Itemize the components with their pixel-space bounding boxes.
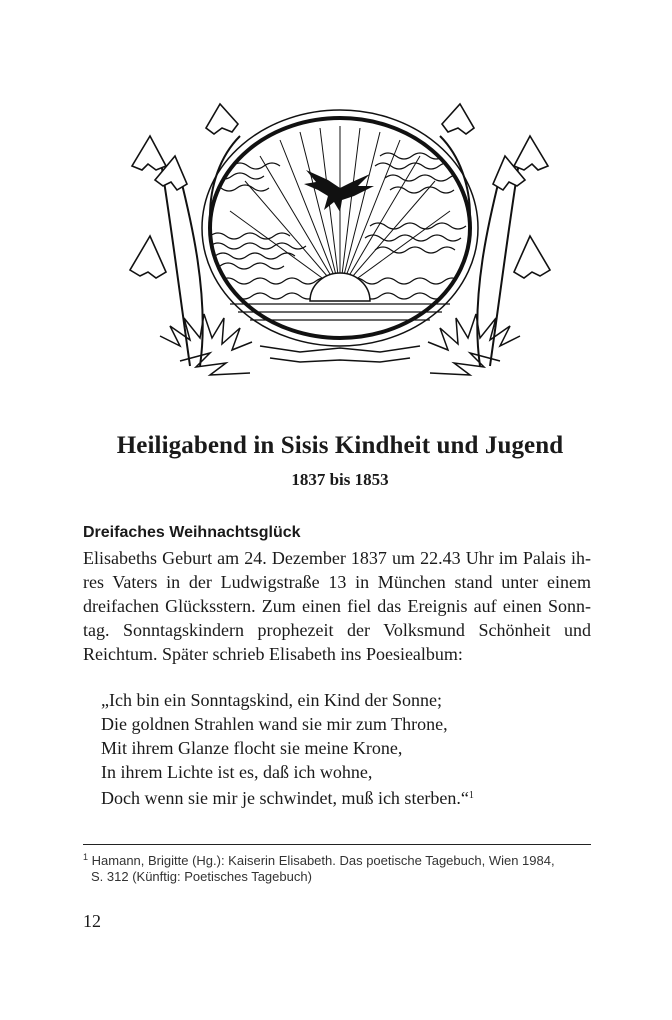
poem-line: „Ich bin ein Sonntagskind, ein Kind der Sonne; <box>101 690 442 710</box>
paragraph-line: tag. Sonntagskindern prophezeit der Volksmund Schönheit und <box>83 620 591 640</box>
footnote-text: Hamann, Brigitte (Hg.): Kaiserin Elisabeth. Das poetische Tagebuch, Wien 1984, <box>91 853 555 868</box>
footnote-reference[interactable]: 1 <box>468 790 474 801</box>
chapter-title: Heiligabend in Sisis Kindheit und Jugend <box>116 432 564 459</box>
chapter-subtitle: 1837 bis 1853 <box>291 470 389 489</box>
footnote-marker: 1 <box>83 852 89 862</box>
footnote-line: S. 312 (Künftig: Poetisches Tagebuch) <box>91 869 312 884</box>
footnote-line <box>83 848 555 867</box>
paragraph-line: Elisabeths Geburt am 24. Dezember 1837 um 22.43 Uhr im Palais ih- <box>83 548 591 568</box>
page-number: 12 <box>83 911 101 931</box>
paragraph-line: res Vaters in der Ludwigstraße 13 in München stand unter einem <box>83 572 591 592</box>
poem-line: Mit ihrem Glanze flocht sie meine Krone, <box>101 738 403 758</box>
section-heading: Dreifaches Weihnachtsglück <box>83 524 301 541</box>
poem-line-text: Doch wenn sie mir je schwindet, muß ich sterben.“ <box>101 788 469 808</box>
poem-line: In ihrem Lichte ist es, daß ich wohne, <box>101 762 373 782</box>
sunrise-medallion-illustration <box>120 96 560 386</box>
footnote-divider <box>83 844 591 845</box>
paragraph-line: Reichtum. Später schrieb Elisabeth ins Poesiealbum: <box>83 644 463 664</box>
poem-line: Die goldnen Strahlen wand sie mir zum Throne, <box>101 714 448 734</box>
poem-line-last <box>101 784 474 808</box>
paragraph-line: dreifachen Glücksstern. Zum einen fiel das Ereignis auf einen Sonn- <box>83 596 591 616</box>
